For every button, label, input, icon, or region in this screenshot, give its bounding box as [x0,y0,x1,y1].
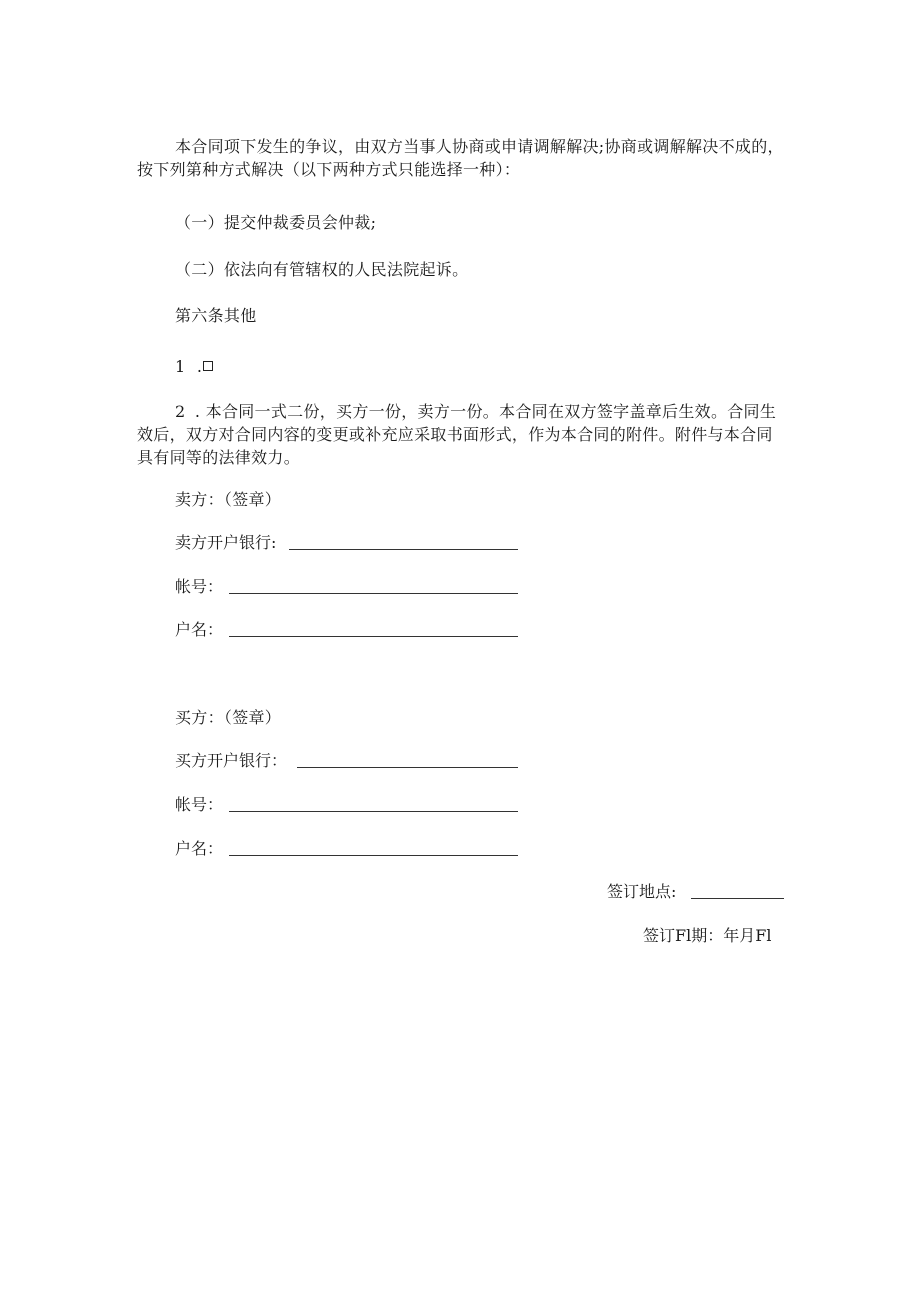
seller-name-label: 户名： [175,620,224,639]
article-6-item-1 [175,356,213,378]
buyer-name-field [175,838,223,860]
seller-bank-blank[interactable] [289,549,518,550]
buyer-name-label: 户名： [175,839,224,858]
seller-title: 卖方：（签章） [175,490,282,509]
dispute-option-court: （二）依法向有管辖权的人民法院起诉。 [175,260,469,279]
seller-account-label: 帐号： [175,577,224,596]
seller-account-blank[interactable] [229,593,518,594]
signing-date: 签订Fl期：年月Fl [643,926,772,945]
seller-bank-label: 卖方开户银行: [175,533,277,552]
dispute-paragraph: 本合同项下发生的争议，由双方当事人协商或申请调解解决;协商或调解解决不成的，按下列第种方式解决（以下两种方式只能选择一种）： [137,137,784,179]
seller-bank-field [175,532,276,554]
buyer-bank-label: 买方开户银行： [175,751,288,770]
signing-place-blank[interactable] [691,898,784,899]
article-6-heading: 第六条其他 [175,306,257,325]
checkbox-icon [203,361,213,371]
item-1-number: 1 [175,357,186,376]
item-1-text: . [196,357,203,376]
buyer-bank-blank[interactable] [297,767,518,768]
seller-account-field [175,576,223,598]
item-2-text: . 本合同一式二份，买方一份，卖方一份。本合同在双方签字盖章后生效。合同生效后，双方对合同内容的变更或补充应采取书面形式，作为本合同的附件。附件与本合同具有同等的法律效力。 [137,402,777,467]
buyer-account-blank[interactable] [229,811,518,812]
signing-place-label: 签订地点: [607,882,677,901]
dispute-option-arbitration: （一）提交仲裁委员会仲裁; [175,213,377,232]
buyer-account-field [175,794,223,816]
buyer-name-blank[interactable] [229,855,518,856]
buyer-bank-field [175,750,287,772]
article-6-item-2 [137,400,787,469]
item-2-number: 2 [175,402,186,421]
buyer-title: 买方：（签章） [175,708,282,727]
seller-name-blank[interactable] [229,636,518,637]
buyer-account-label: 帐号： [175,795,224,814]
seller-name-field [175,619,223,641]
